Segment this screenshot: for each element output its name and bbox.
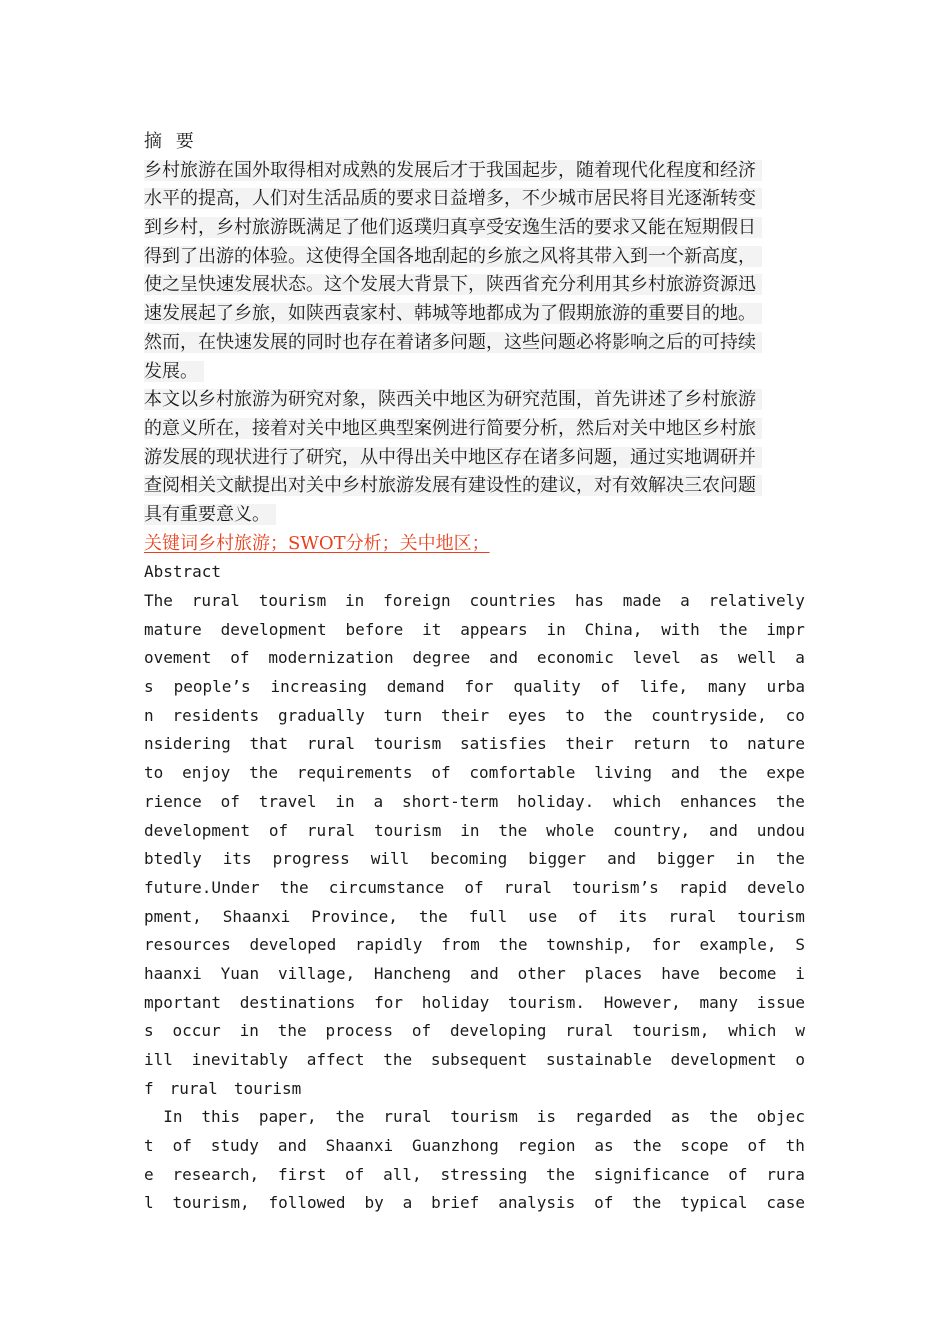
- en-text-line: s occur in the process of developing rural tourism, which w: [144, 1021, 805, 1041]
- cn-text-span: 查阅相关文献提出对关中乡村旅游发展有建设性的建议，对有效解决三农问题: [144, 475, 762, 496]
- en-text-line: ill inevitably affect the subsequent sustainable development o: [144, 1050, 805, 1069]
- cn-text-span: 然而，在快速发展的同时也存在着诸多问题，这些问题必将影响之后的可持续: [144, 332, 762, 353]
- cn-text-line: [144, 358, 824, 387]
- abstract-en-text: [144, 587, 824, 1218]
- en-text-line: haanxi Yuan village, Hancheng and other places have become i: [144, 963, 805, 983]
- abstract-cn-text: [144, 157, 824, 530]
- abstract-cn-title: 摘 要: [144, 131, 198, 152]
- en-text-line: l tourism, followed by a brief analysis of the typical case: [144, 1193, 805, 1213]
- en-text-line: In this paper, the rural tourism is regarded as the objec: [144, 1107, 805, 1127]
- en-text-line: e research, first of all, stressing the significance of rura: [144, 1164, 805, 1184]
- cn-text-line: [144, 300, 824, 329]
- document-body: [144, 128, 824, 1218]
- cn-text-line: [144, 157, 824, 186]
- keywords-text: 关键词乡村旅游；SWOT分析；关中地区；: [144, 532, 490, 554]
- cn-text-span: 水平的提高，人们对生活品质的要求日益增多，不少城市居民将目光逐渐转变: [144, 188, 762, 209]
- cn-text-span: 速发展起了乡旅，如陕西袁家村、韩城等地都成为了假期旅游的重要目的地。: [144, 303, 762, 324]
- cn-text-line: [144, 185, 824, 214]
- en-text-line: t of study and Shaanxi Guanzhong region as the scope of th: [144, 1136, 805, 1156]
- cn-text-line: [144, 329, 824, 358]
- cn-text-span: 游发展的现状进行了研究，从中得出关中地区存在诸多问题，通过实地调研并: [144, 447, 762, 468]
- en-text-line: s people’s increasing demand for quality of life, many urba: [144, 677, 805, 697]
- cn-text-line: [144, 472, 824, 501]
- en-text-line: rience of travel in a short-term holiday. which enhances the: [144, 791, 805, 811]
- cn-text-span: 到乡村，乡村旅游既满足了他们返璞归真享受安逸生活的要求又能在短期假日: [144, 217, 762, 238]
- abstract-en-title: Abstract: [144, 562, 222, 582]
- en-text-line: resources developed rapidly from the township, for example, S: [144, 935, 805, 955]
- cn-text-span: 乡村旅游在国外取得相对成熟的发展后才于我国起步，随着现代化程度和经济: [144, 160, 762, 181]
- en-text-line: btedly its progress will becoming bigger and bigger in the: [144, 849, 805, 869]
- cn-text-span: 具有重要意义。: [144, 504, 276, 525]
- en-text-line: to enjoy the requirements of comfortable living and the expe: [144, 763, 805, 783]
- en-text-line: mportant destinations for holiday tourism. However, many issue: [144, 992, 805, 1012]
- cn-text-line: [144, 501, 824, 530]
- keywords-line: [144, 530, 824, 559]
- cn-text-span: 使之呈快速发展状态。这个发展大背景下，陕西省充分利用其乡村旅游资源迅: [144, 274, 762, 295]
- cn-text-span: 本文以乡村旅游为研究对象，陕西关中地区为研究范围，首先讲述了乡村旅游: [144, 389, 762, 410]
- en-text-line: development of rural tourism in the whole country, and undou: [144, 820, 805, 840]
- cn-text-line: [144, 214, 824, 243]
- en-text-line: ovement of modernization degree and economic level as well a: [144, 648, 805, 668]
- en-text-line: nsidering that rural tourism satisfies their return to nature: [144, 734, 805, 754]
- en-text-line: future.Under the circumstance of rural tourism’s rapid develo: [144, 877, 805, 897]
- cn-text-line: [144, 386, 824, 415]
- cn-text-span: 发展。: [144, 361, 204, 382]
- cn-text-span: 的意义所在，接着对关中地区典型案例进行简要分析，然后对关中地区乡村旅: [144, 418, 762, 439]
- en-text-line: mature development before it appears in China, with the impr: [144, 619, 805, 639]
- cn-text-line: [144, 444, 824, 473]
- cn-text-span: 得到了出游的体验。这使得全国各地刮起的乡旅之风将其带入到一个新高度，: [144, 246, 762, 267]
- en-text-line: f rural tourism: [144, 1078, 302, 1098]
- en-text-line: pment, Shaanxi Province, the full use of its rural tourism: [144, 906, 805, 926]
- en-text-line: n residents gradually turn their eyes to the countryside, co: [144, 705, 805, 725]
- en-text-line: The rural tourism in foreign countries has made a relatively: [144, 591, 805, 610]
- cn-text-line: [144, 271, 824, 300]
- cn-text-line: [144, 243, 824, 272]
- cn-text-line: [144, 415, 824, 444]
